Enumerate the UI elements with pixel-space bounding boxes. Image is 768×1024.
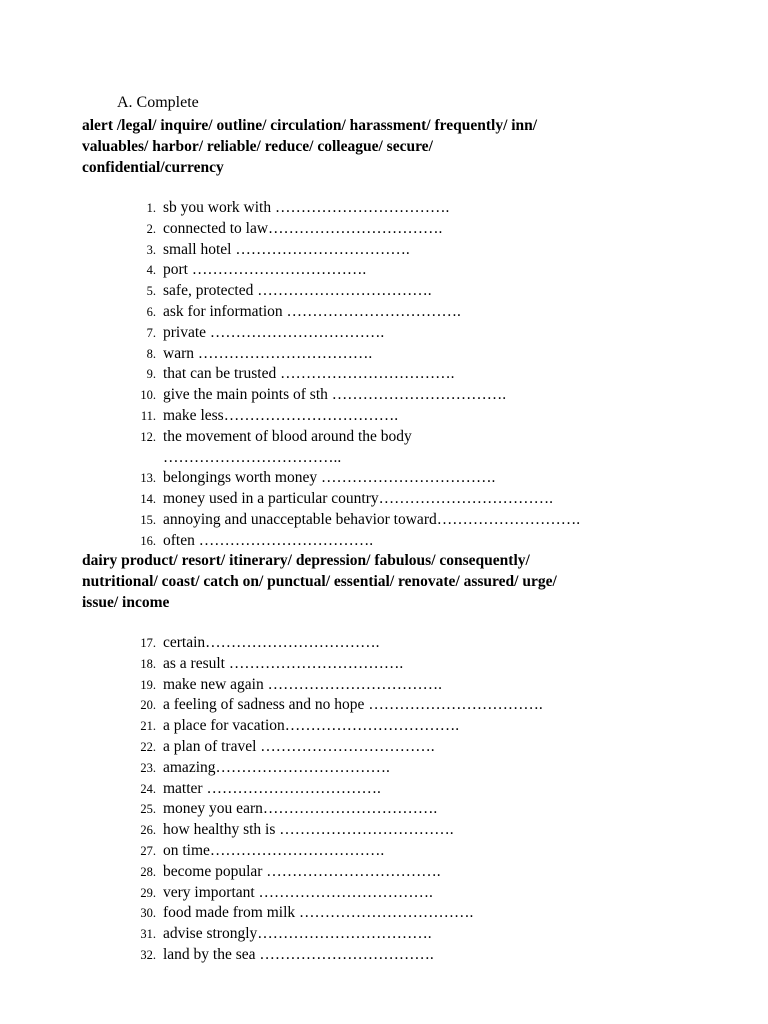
item-definition: money used in a particular country……………………………. [163,490,554,508]
exercise-item [130,654,690,675]
item-definition: a plan of travel ……………………………. [163,737,435,755]
item-number: 20. [140,698,156,713]
exercise-item [130,799,690,820]
item-definition: food made from milk ……………………………. [163,904,474,922]
word-bank-line: nutritional/ coast/ catch on/ punctual/ essential/ renovate/ assured/ urge/ [82,573,557,590]
item-number: 23. [140,760,156,775]
exercise-item [130,240,690,261]
item-definition: on time……………………………. [163,841,385,859]
word-bank-line: issue/ income [82,594,170,611]
exercise-item [130,633,690,654]
exercise-list-2 [130,633,690,966]
item-number: 28. [140,864,156,879]
item-definition: a feeling of sadness and no hope ……………………………. [163,696,543,714]
exercise-item [130,385,690,406]
word-bank-line: alert /legal/ inquire/ outline/ circulation/ harassment/ frequently/ inn/ [82,117,538,134]
exercise-item [130,903,690,924]
item-number: 17. [140,636,156,650]
item-number: 16. [140,533,156,548]
item-number: 4. [146,263,156,278]
exercise-item [130,531,690,552]
exercise-item [130,427,690,469]
word-bank-1 [82,115,682,178]
item-number: 5. [146,284,156,299]
exercise-item [130,862,690,883]
exercise-list-1 [130,198,690,552]
item-definition: give the main points of sth ……………………………. [163,386,507,404]
item-number: 18. [140,656,156,671]
item-number: 14. [140,492,156,507]
item-number: 1. [146,201,156,215]
item-number: 15. [140,512,156,527]
item-number: 19. [140,677,156,692]
exercise-item [130,364,690,385]
exercise-item [130,737,690,758]
item-definition: how healthy sth is ……………………………. [163,821,454,839]
item-number: 9. [146,367,156,382]
item-definition: money you earn……………………………. [163,800,438,818]
exercise-item [130,302,690,323]
word-bank-line: valuables/ harbor/ reliable/ reduce/ colleague/ secure/ [82,138,433,155]
item-definition: the movement of blood around the body [163,427,412,445]
exercise-item [130,198,690,219]
exercise-item [130,945,690,966]
exercise-item [130,820,690,841]
item-number: 8. [146,346,156,361]
item-number: 24. [140,781,156,796]
exercise-item [130,779,690,800]
exercise-item [130,468,690,489]
word-bank-2 [82,550,682,613]
item-number: 13. [140,471,156,486]
exercise-item [130,758,690,779]
item-definition: matter ……………………………. [163,779,381,797]
exercise-item [130,219,690,240]
item-definition: private ……………………………. [163,323,385,341]
exercise-item [130,323,690,344]
item-definition: connected to law……………………………. [163,219,443,237]
exercise-item [130,260,690,281]
item-number: 30. [140,906,156,921]
item-number: 31. [140,927,156,942]
item-definition: annoying and unacceptable behavior toward………………………. [163,510,581,528]
item-definition: land by the sea ……………………………. [163,945,434,963]
item-number: 29. [140,885,156,900]
exercise-item [130,281,690,302]
item-definition: often ……………………………. [163,531,374,549]
item-definition: a place for vacation……………………………. [163,717,460,735]
item-number: 2. [146,221,156,236]
item-number: 25. [140,802,156,817]
item-definition: small hotel ……………………………. [163,240,410,258]
exercise-item [130,675,690,696]
item-definition: very important ……………………………. [163,883,433,901]
item-definition: advise strongly……………………………. [163,925,432,943]
exercise-item [130,510,690,531]
exercise-item [130,841,690,862]
exercise-item [130,489,690,510]
item-definition: make less……………………………. [163,406,399,424]
exercise-item [130,406,690,427]
section-heading: A. Complete [117,94,199,111]
item-number: 32. [140,947,156,962]
item-definition: amazing……………………………. [163,758,390,776]
item-number: 11. [140,408,156,423]
word-bank-line: dairy product/ resort/ itinerary/ depression/ fabulous/ consequently/ [82,552,530,569]
item-number: 22. [140,739,156,754]
item-number: 10. [140,388,156,403]
item-definition: make new again ……………………………. [163,675,442,693]
item-number: 26. [140,823,156,838]
item-definition: warn ……………………………. [163,344,373,362]
item-number: 3. [146,242,156,257]
item-number: 12. [140,429,156,444]
exercise-item [130,716,690,737]
item-definition: port ……………………………. [163,261,367,279]
word-bank-line: confidential/currency [82,159,224,176]
item-number: 7. [146,325,156,340]
item-number: 27. [140,843,156,858]
item-definition: ask for information ……………………………. [163,302,461,320]
item-number: 21. [140,719,156,734]
item-number: 6. [146,304,156,319]
item-definition: that can be trusted ……………………………. [163,365,455,383]
exercise-item [130,695,690,716]
item-definition: belongings worth money ……………………………. [163,469,496,487]
exercise-item [130,883,690,904]
item-definition: sb you work with ……………………………. [163,199,450,216]
item-definition: safe, protected ……………………………. [163,282,432,300]
exercise-item [130,344,690,365]
exercise-item [130,924,690,945]
item-definition: as a result ……………………………. [163,654,404,672]
item-definition: certain……………………………. [163,634,380,651]
item-definition: become popular ……………………………. [163,862,441,880]
item-answer-blank: …………………………….. [163,448,342,466]
